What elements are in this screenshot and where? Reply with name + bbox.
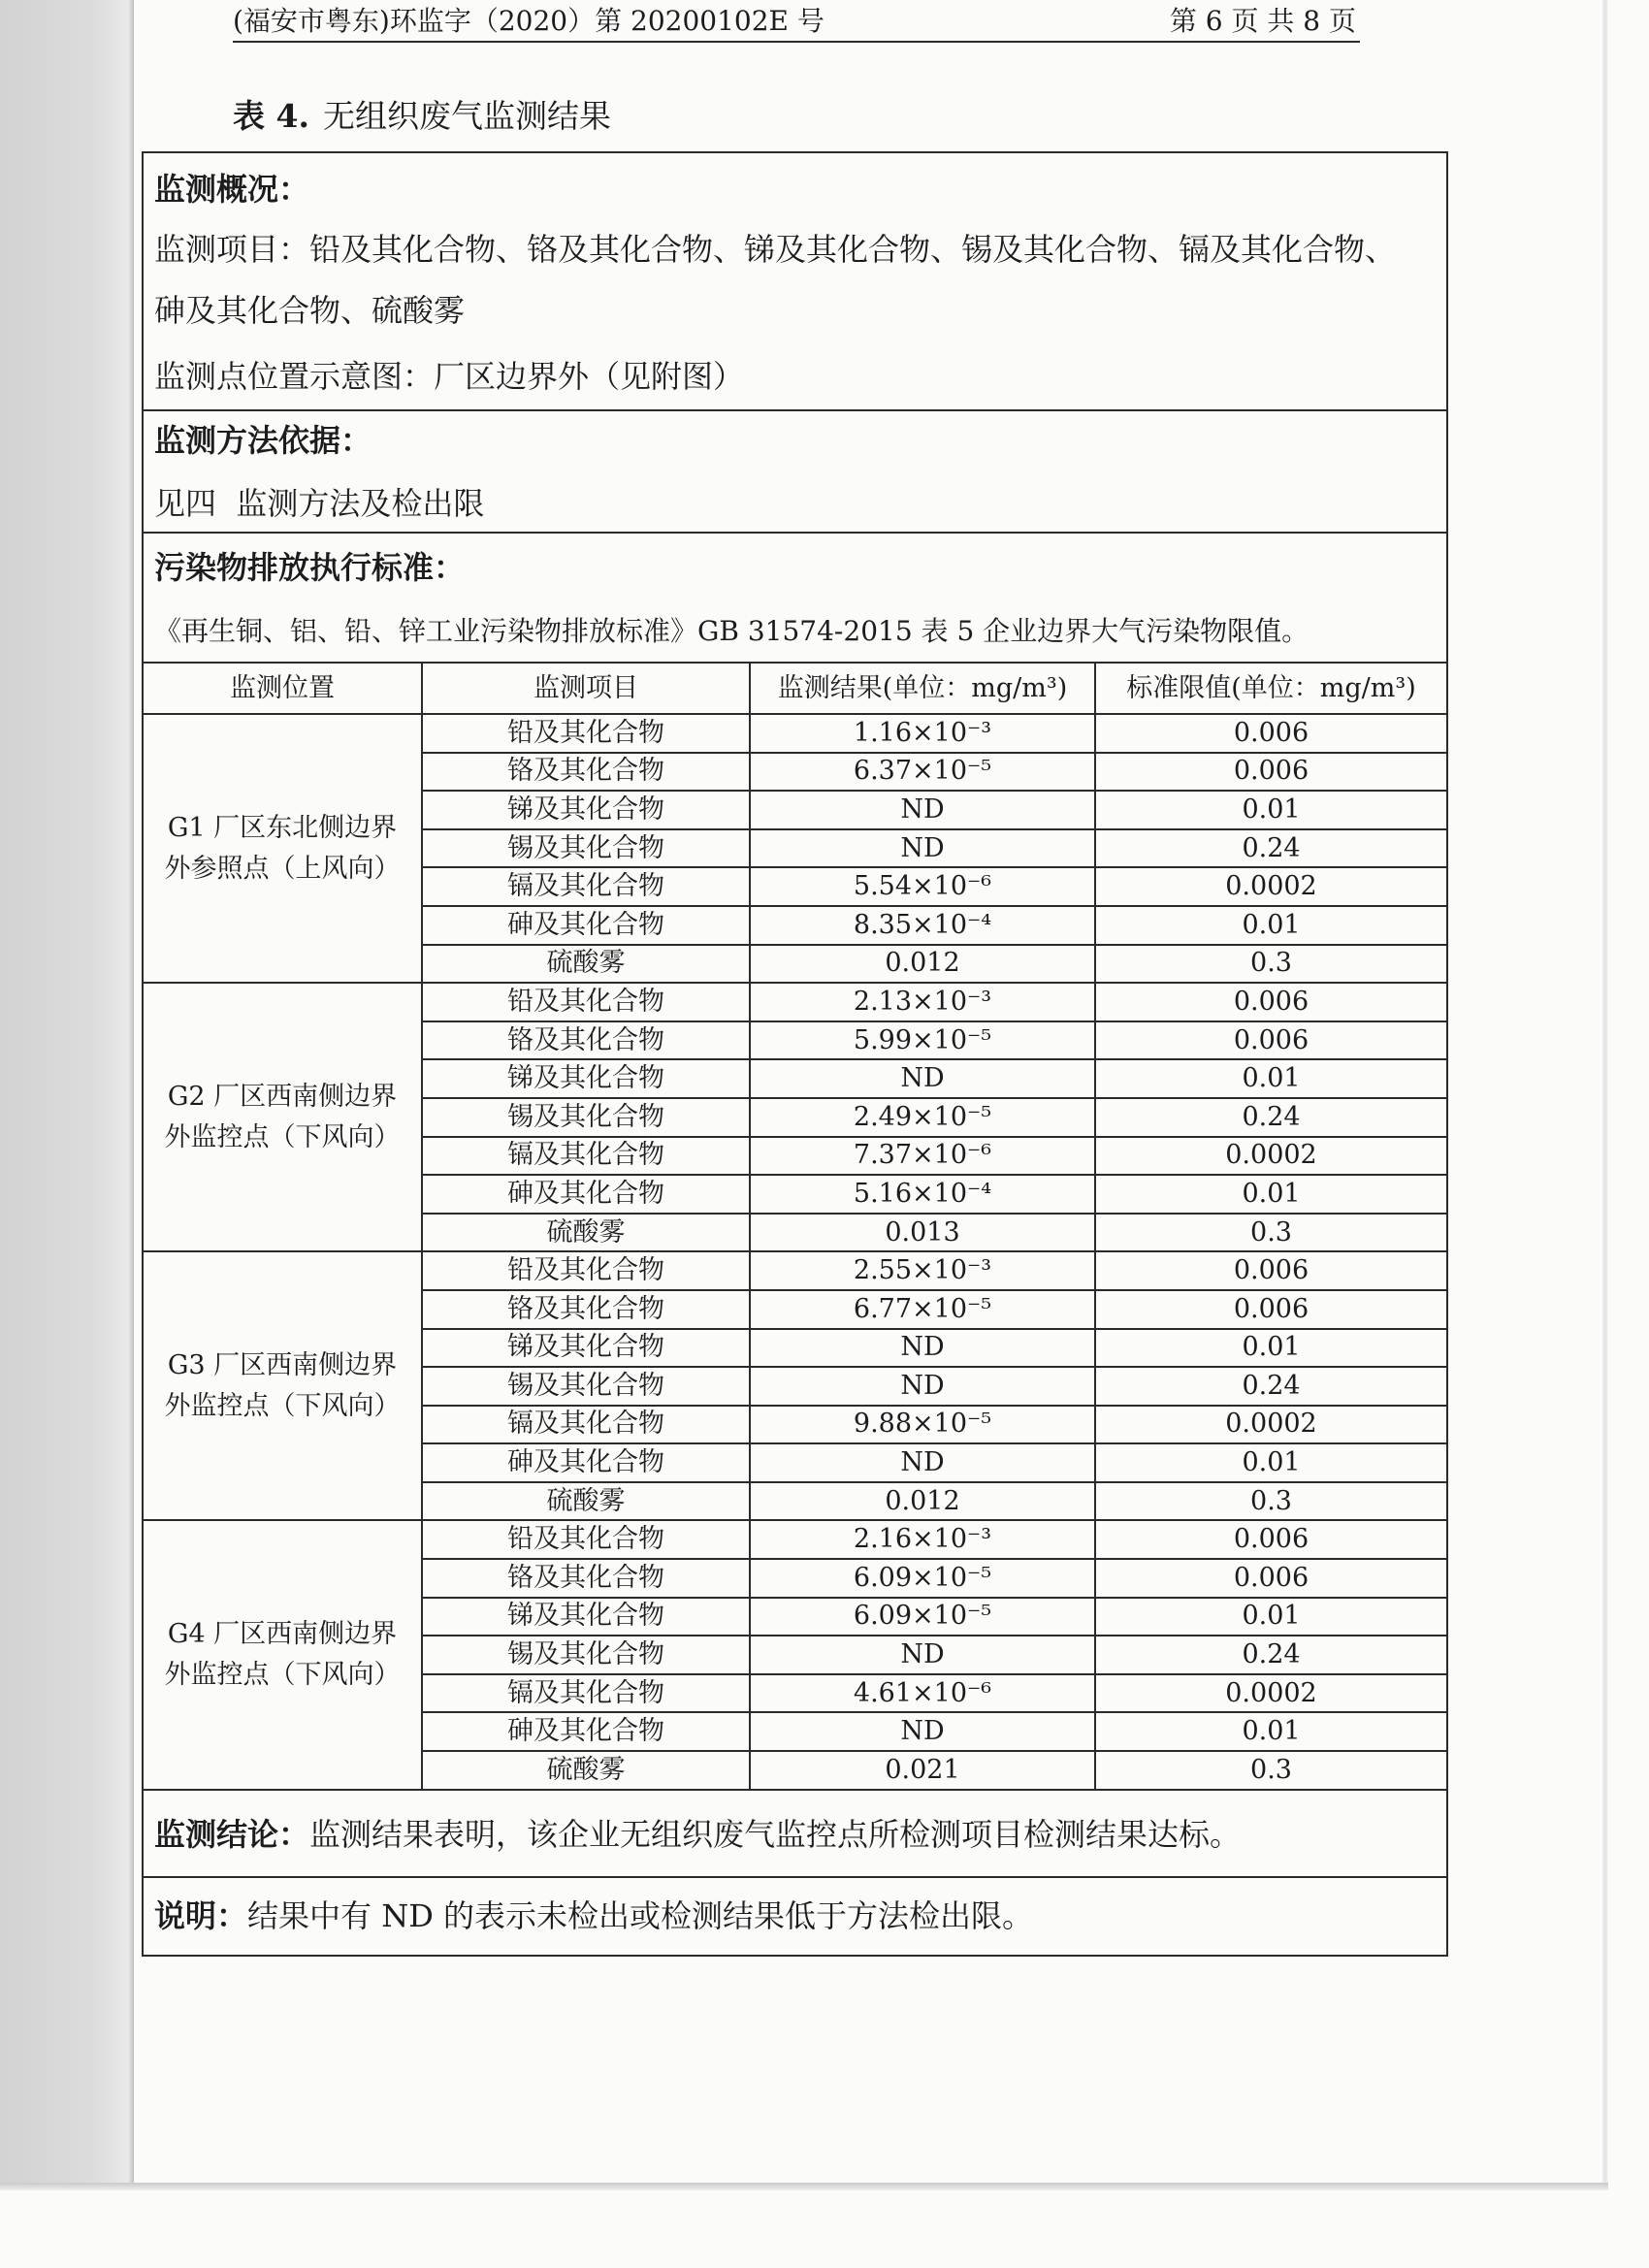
conclusion-section (144, 1791, 1446, 1876)
item-cell: 硫酸雾 (423, 946, 751, 985)
limit-cell: 0.0002 (1096, 1138, 1446, 1177)
result-cell: 5.99×10⁻⁵ (751, 1022, 1096, 1061)
item-cell: 铬及其化合物 (423, 1291, 751, 1330)
limit-cell: 0.24 (1096, 830, 1446, 869)
item-cell: 砷及其化合物 (423, 1713, 751, 1752)
table-row (144, 984, 1446, 1022)
table-title (233, 97, 611, 136)
binding-shadow (0, 0, 134, 2183)
item-cell: 硫酸雾 (423, 1483, 751, 1522)
overview-heading: 监测概况： (154, 171, 310, 208)
result-cell: 0.012 (751, 1483, 1096, 1522)
item-cell: 砷及其化合物 (423, 1176, 751, 1215)
table-title-text: 无组织废气监测结果 (322, 97, 611, 135)
header-item: 监测项目 (423, 664, 751, 715)
method-section (144, 411, 1446, 534)
item-cell: 锡及其化合物 (423, 830, 751, 869)
location-line: G4 厂区西南侧边界 (167, 1619, 398, 1650)
location-cell (144, 1521, 423, 1790)
result-cell: ND (751, 792, 1096, 830)
result-cell: 1.16×10⁻³ (751, 715, 1096, 754)
item-cell: 铬及其化合物 (423, 1560, 751, 1599)
result-cell: ND (751, 1330, 1096, 1369)
limit-cell: 0.006 (1096, 754, 1446, 793)
limit-cell: 0.3 (1096, 1752, 1446, 1791)
result-cell: 6.09×10⁻⁵ (751, 1560, 1096, 1599)
table-row (144, 1252, 1446, 1291)
overview-section (144, 153, 1446, 411)
result-cell: 4.61×10⁻⁶ (751, 1675, 1096, 1714)
location-cell (144, 1252, 423, 1521)
location-line: 外参照点（上风向） (164, 853, 401, 884)
item-cell: 镉及其化合物 (423, 1407, 751, 1445)
method-reference: 见四 监测方法及检出限 (154, 485, 485, 522)
limit-cell: 0.006 (1096, 1291, 1446, 1330)
result-cell: ND (751, 1636, 1096, 1675)
result-cell: 6.37×10⁻⁵ (751, 754, 1096, 793)
result-cell: 2.16×10⁻³ (751, 1521, 1096, 1560)
location-line: 外监控点（下风向） (164, 1660, 401, 1691)
location-line: G2 厂区西南侧边界 (167, 1081, 398, 1112)
note-heading: 说明： (154, 1897, 248, 1934)
results-table (144, 664, 1446, 1791)
results-box (142, 151, 1448, 1957)
location-line: 外监控点（下风向） (164, 1121, 401, 1152)
page-indicator: 第 6 页 共 8 页 (1169, 5, 1356, 37)
result-cell: ND (751, 1368, 1096, 1407)
item-cell: 镉及其化合物 (423, 868, 751, 907)
item-cell: 铬及其化合物 (423, 1022, 751, 1061)
item-cell: 锑及其化合物 (423, 1330, 751, 1369)
limit-cell: 0.006 (1096, 1252, 1446, 1291)
result-cell: ND (751, 1060, 1096, 1099)
location-line: G1 厂区东北侧边界 (167, 812, 398, 843)
result-cell: ND (751, 1713, 1096, 1752)
location-cell (144, 715, 423, 984)
monitoring-items-line-2: 砷及其化合物、硫酸雾 (154, 292, 466, 329)
conclusion-heading: 监测结论： (154, 1816, 310, 1853)
limit-cell: 0.01 (1096, 792, 1446, 830)
limit-cell: 0.3 (1096, 1215, 1446, 1253)
result-cell: 2.13×10⁻³ (751, 984, 1096, 1022)
result-cell: 5.54×10⁻⁶ (751, 868, 1096, 907)
standard-section (144, 534, 1446, 664)
standard-heading: 污染物排放执行标准： (154, 549, 466, 586)
document-number: (福安市粤东)环监字（2020）第 20200102E 号 (233, 5, 824, 37)
limit-cell: 0.0002 (1096, 1407, 1446, 1445)
location-line: G3 厂区西南侧边界 (167, 1349, 398, 1380)
result-cell: ND (751, 830, 1096, 869)
item-cell: 铅及其化合物 (423, 1252, 751, 1291)
result-cell: 0.013 (751, 1215, 1096, 1253)
limit-cell: 0.01 (1096, 1713, 1446, 1752)
page-bottom-edge (0, 2183, 1608, 2190)
result-cell: 6.09×10⁻⁵ (751, 1599, 1096, 1637)
item-cell: 锡及其化合物 (423, 1368, 751, 1407)
table-row (144, 1521, 1446, 1560)
location-cell (144, 984, 423, 1252)
item-cell: 硫酸雾 (423, 1752, 751, 1791)
header-rule (233, 41, 1360, 43)
item-cell: 铬及其化合物 (423, 754, 751, 793)
item-cell: 锡及其化合物 (423, 1636, 751, 1675)
item-cell: 硫酸雾 (423, 1215, 751, 1253)
limit-cell: 0.24 (1096, 1099, 1446, 1138)
table-header-row (144, 664, 1446, 715)
result-cell: 5.16×10⁻⁴ (751, 1176, 1096, 1215)
limit-cell: 0.006 (1096, 1022, 1446, 1061)
result-cell: 6.77×10⁻⁵ (751, 1291, 1096, 1330)
header-result: 监测结果(单位：mg/m³) (751, 664, 1096, 715)
limit-cell: 0.3 (1096, 946, 1446, 985)
item-cell: 铅及其化合物 (423, 1521, 751, 1560)
limit-cell: 0.01 (1096, 1176, 1446, 1215)
result-cell: 0.021 (751, 1752, 1096, 1791)
conclusion-text: 监测结果表明，该企业无组织废气监控点所检测项目检测结果达标。 (309, 1816, 1242, 1853)
method-heading: 监测方法依据： (154, 422, 372, 459)
limit-cell: 0.0002 (1096, 1675, 1446, 1714)
limit-cell: 0.01 (1096, 1330, 1446, 1369)
table-row (144, 715, 1446, 754)
limit-cell: 0.006 (1096, 984, 1446, 1022)
item-cell: 锑及其化合物 (423, 1060, 751, 1099)
result-cell: ND (751, 1444, 1096, 1483)
standard-reference: 《再生铜、铝、铅、锌工业污染物排放标准》GB 31574-2015 表 5 企业边界大气污染物限值。 (154, 615, 1310, 647)
result-cell: 2.49×10⁻⁵ (751, 1099, 1096, 1138)
item-cell: 铅及其化合物 (423, 984, 751, 1022)
note-section (144, 1876, 1446, 1955)
limit-cell: 0.006 (1096, 1521, 1446, 1560)
result-cell: 8.35×10⁻⁴ (751, 907, 1096, 946)
result-cell: 2.55×10⁻³ (751, 1252, 1096, 1291)
note-text: 结果中有 ND 的表示未检出或检测结果低于方法检出限。 (247, 1897, 1034, 1934)
location-diagram-note: 监测点位置示意图：厂区边界外（见附图） (154, 358, 745, 395)
result-cell: 7.37×10⁻⁶ (751, 1138, 1096, 1177)
limit-cell: 0.0002 (1096, 868, 1446, 907)
limit-cell: 0.01 (1096, 907, 1446, 946)
result-cell: 0.012 (751, 946, 1096, 985)
item-cell: 锑及其化合物 (423, 1599, 751, 1637)
limit-cell: 0.01 (1096, 1444, 1446, 1483)
monitoring-items-line-1: 监测项目：铅及其化合物、铬及其化合物、锑及其化合物、锡及其化合物、镉及其化合物、 (154, 231, 1397, 268)
page-edge-shadow (1602, 0, 1608, 2183)
limit-cell: 0.24 (1096, 1636, 1446, 1675)
item-cell: 镉及其化合物 (423, 1138, 751, 1177)
item-cell: 砷及其化合物 (423, 907, 751, 946)
table-number: 表 4. (233, 97, 309, 135)
limit-cell: 0.006 (1096, 1560, 1446, 1599)
location-line: 外监控点（下风向） (164, 1390, 401, 1421)
result-cell: 9.88×10⁻⁵ (751, 1407, 1096, 1445)
item-cell: 锑及其化合物 (423, 792, 751, 830)
limit-cell: 0.01 (1096, 1060, 1446, 1099)
item-cell: 砷及其化合物 (423, 1444, 751, 1483)
limit-cell: 0.006 (1096, 715, 1446, 754)
note-line (154, 1896, 1033, 1935)
limit-cell: 0.3 (1096, 1483, 1446, 1522)
limit-cell: 0.01 (1096, 1599, 1446, 1637)
item-cell: 锡及其化合物 (423, 1099, 751, 1138)
header-limit: 标准限值(单位：mg/m³) (1096, 664, 1446, 715)
header-location: 监测位置 (144, 664, 423, 715)
conclusion-line (154, 1815, 1241, 1854)
limit-cell: 0.24 (1096, 1368, 1446, 1407)
item-cell: 镉及其化合物 (423, 1675, 751, 1714)
item-cell: 铅及其化合物 (423, 715, 751, 754)
